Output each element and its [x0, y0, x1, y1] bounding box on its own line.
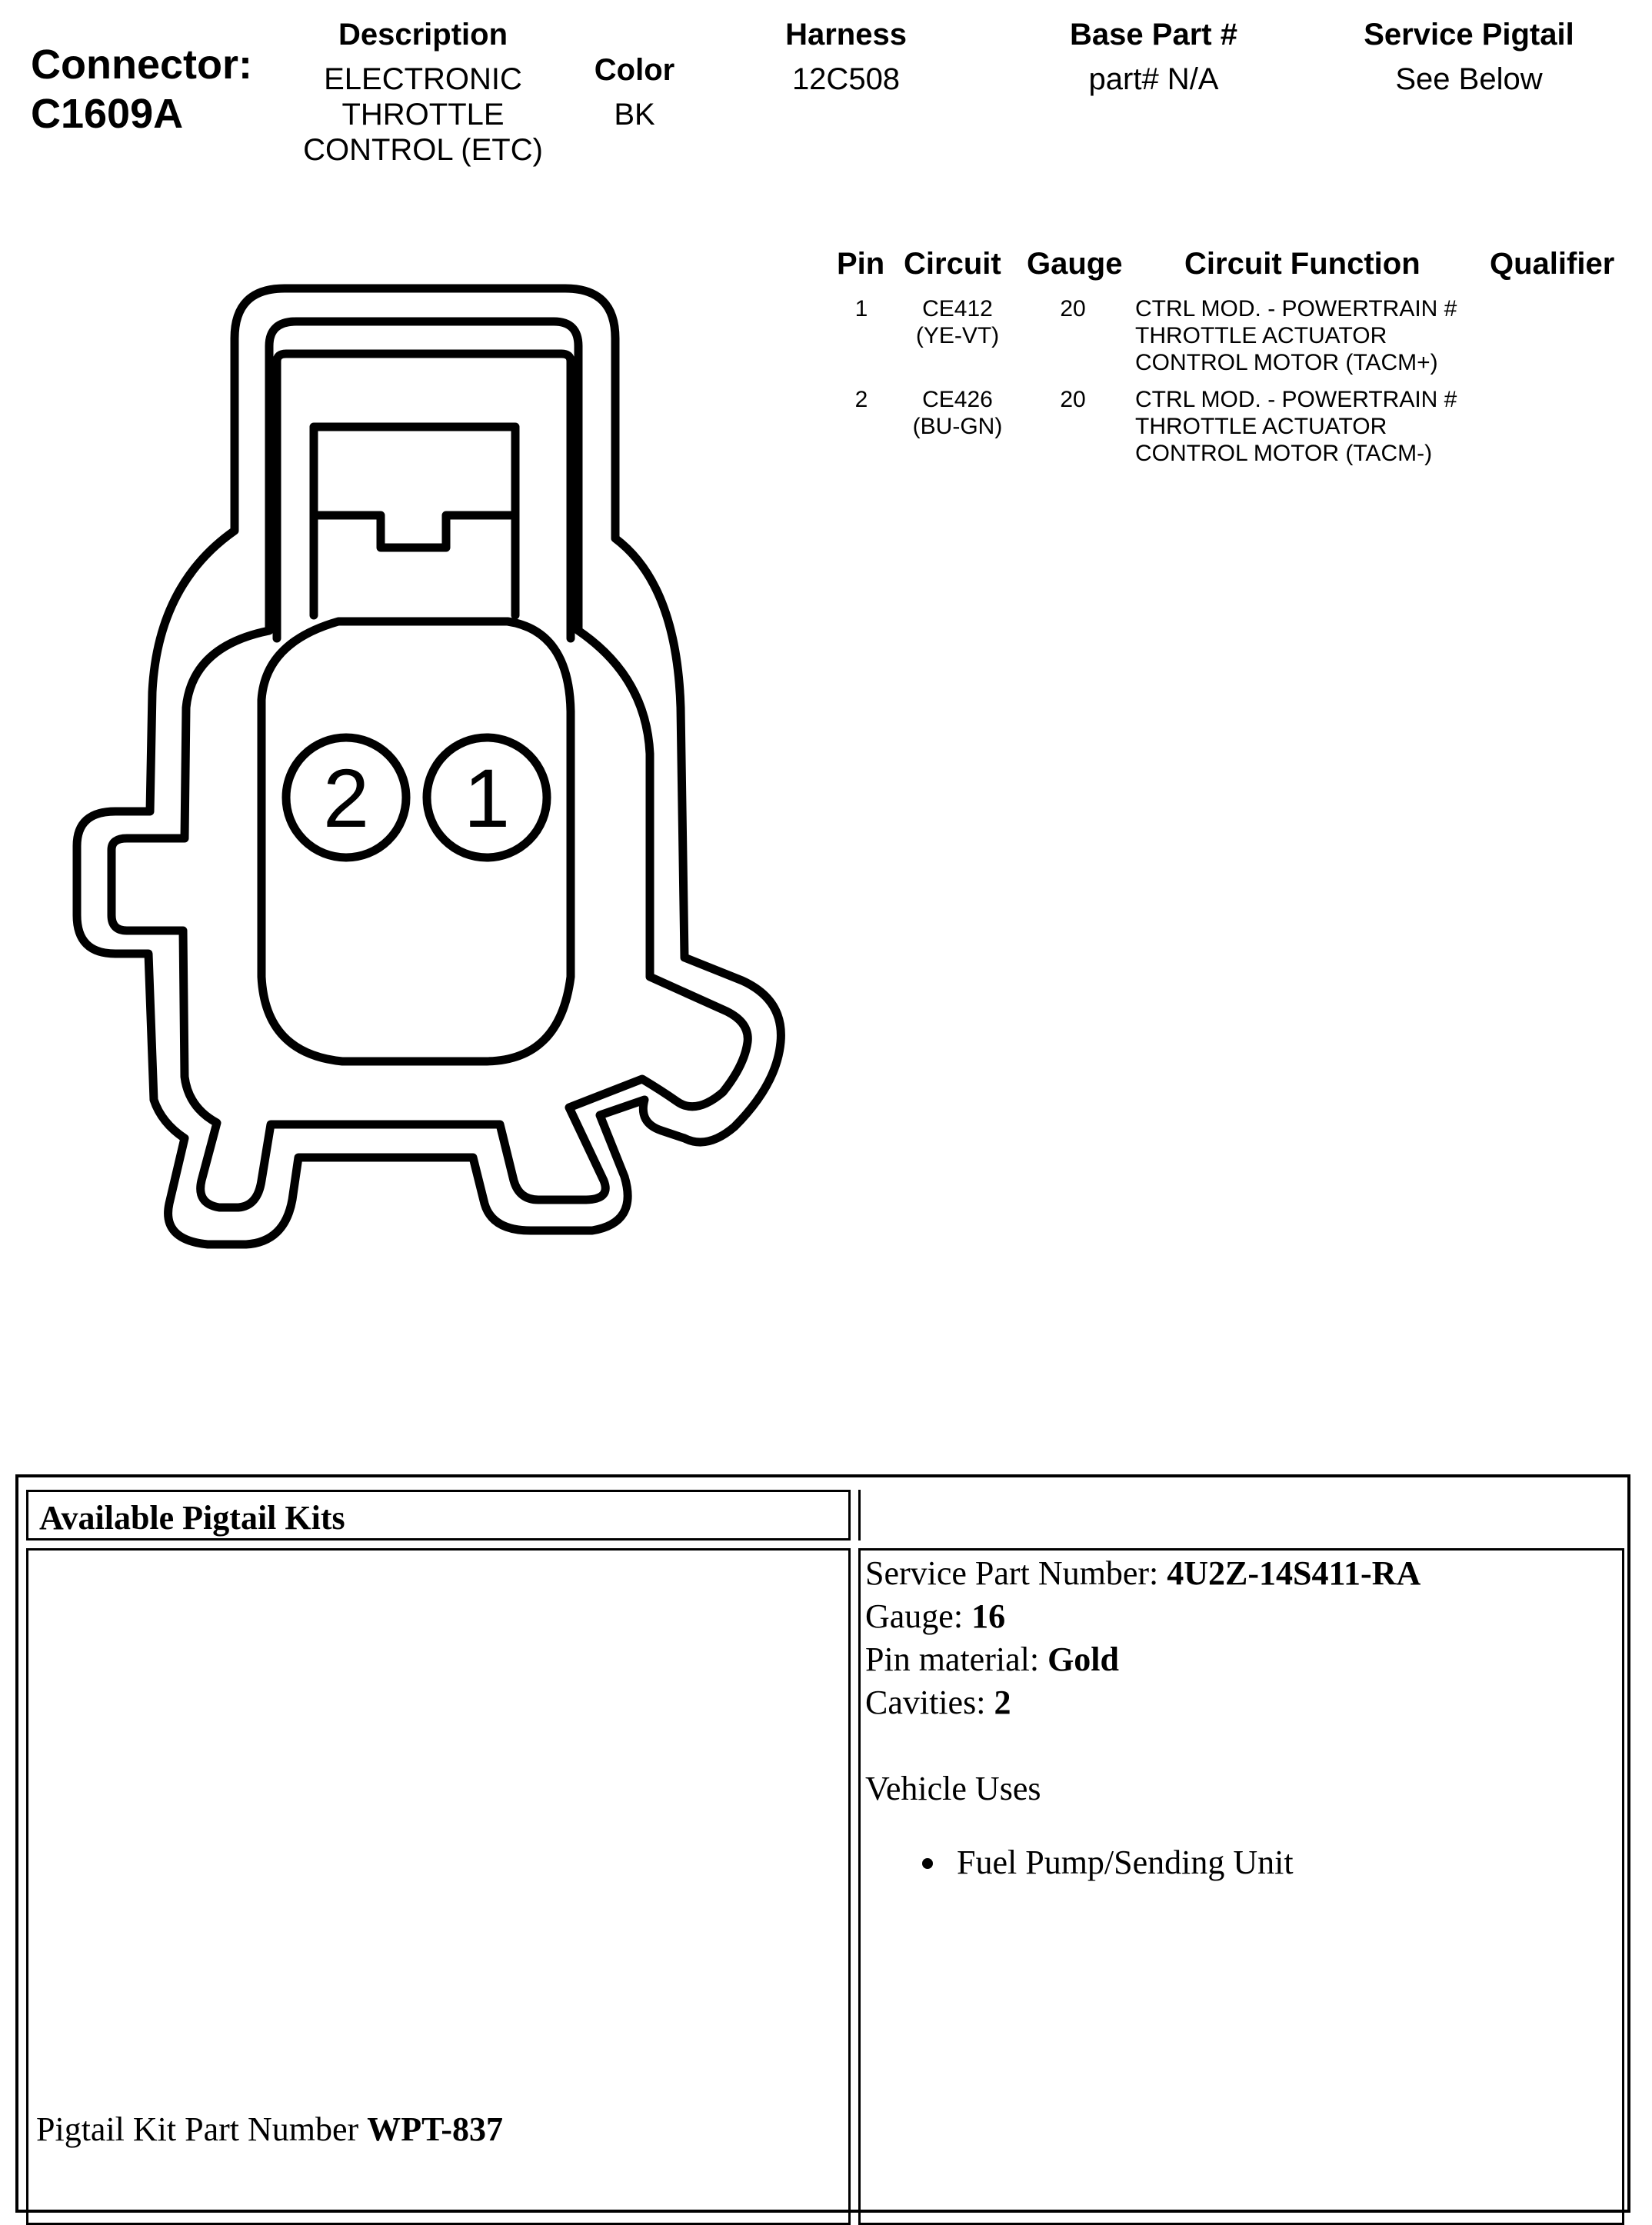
kit-gauge-label: Gauge:: [865, 1597, 972, 1635]
pigtail-kit-part-number: [36, 2110, 503, 2150]
kit-pin-material-value: Gold: [1047, 1640, 1119, 1678]
pin-cavity-2-label: 2: [322, 751, 370, 844]
pin-function: [1135, 295, 1457, 376]
service-pigtail-heading: Service Pigtail: [1364, 18, 1574, 52]
pin-gauge: 20: [1060, 387, 1086, 412]
connector-face-drawing: [46, 277, 800, 1261]
function-line: CTRL MOD. - POWERTRAIN #: [1135, 296, 1457, 321]
circuit-color: (YE-VT): [915, 323, 1000, 348]
pin-cavity-1-label: 1: [463, 751, 511, 844]
base-part-value: part# N/A: [1088, 62, 1219, 96]
circuit-id: CE412: [922, 296, 993, 321]
pigtail-kit-part-label: Pigtail Kit Part Number: [36, 2110, 368, 2148]
pigtail-kits-title-cell: [26, 1490, 851, 1541]
pigtail-kits-table: [15, 1474, 1630, 2213]
kit-cavities-value: 2: [994, 1684, 1011, 1721]
description-heading: Description: [338, 18, 508, 52]
harness-value: 12C508: [791, 62, 901, 96]
pin-circuit: [900, 295, 1015, 349]
connector-label: [31, 40, 252, 138]
circuit-id: CE426: [922, 387, 993, 412]
pin-table-header-circuit: Circuit: [904, 247, 1001, 281]
description-line: THROTTLE: [341, 98, 505, 132]
service-part-label: Service Part Number:: [865, 1554, 1167, 1592]
kit-pin-material: [865, 1640, 1119, 1680]
base-part-heading: Base Part #: [1070, 18, 1237, 52]
function-line: CONTROL MOTOR (TACM-): [1135, 441, 1433, 466]
description-line: ELECTRONIC: [324, 62, 522, 96]
bullet-icon: [922, 1858, 933, 1869]
pin-circuit: [900, 386, 1015, 440]
latch-tab-outer: [277, 354, 571, 638]
color-heading: Color: [594, 53, 675, 87]
kit-gauge: [865, 1597, 1005, 1637]
function-line: CTRL MOD. - POWERTRAIN #: [1135, 387, 1457, 412]
pigtail-kit-part-value: WPT-837: [367, 2110, 504, 2148]
pin-number: 2: [854, 387, 868, 412]
service-pigtail-value: See Below: [1395, 62, 1543, 96]
latch-window: [314, 427, 515, 615]
service-pigtail-column: [1331, 17, 1607, 97]
harness-column: [754, 17, 938, 97]
pin-gauge: 20: [1060, 296, 1086, 321]
vehicle-use-item: Fuel Pump/Sending Unit: [957, 1844, 1294, 1881]
pin-table-header-qualifier: Qualifier: [1490, 247, 1615, 281]
pin-table-header-pin: Pin: [837, 247, 885, 281]
vehicle-uses-heading: Vehicle Uses: [865, 1770, 1041, 1807]
housing-inner-outline: [112, 321, 748, 1207]
service-part-value: 4U2Z-14S411-RA: [1167, 1554, 1421, 1592]
kit-pin-material-label: Pin material:: [865, 1640, 1048, 1678]
pigtail-kit-image-cell: [26, 1548, 851, 2225]
pigtail-kits-title: Available Pigtail Kits: [39, 1499, 345, 1537]
kit-cavities: [865, 1683, 1011, 1723]
pigtail-kits-header-right: [858, 1490, 1627, 1541]
description-column: [277, 17, 569, 168]
description-value: [277, 62, 569, 168]
circuit-color: (BU-GN): [912, 414, 1003, 439]
latch-window-divider: [314, 515, 515, 548]
function-line: THROTTLE ACTUATOR: [1135, 323, 1387, 348]
kit-cavities-label: Cavities:: [865, 1684, 994, 1721]
description-line: CONTROL (ETC): [303, 133, 543, 167]
kit-gauge-value: 16: [971, 1597, 1006, 1635]
pin-table-header-gauge: Gauge: [1027, 247, 1123, 281]
base-part-column: [1046, 17, 1261, 97]
function-line: CONTROL MOTOR (TACM+): [1135, 350, 1438, 375]
color-column: [569, 52, 700, 132]
pigtail-kit-details-cell: [858, 1548, 1624, 2225]
pin-table-header-function: Circuit Function: [1184, 247, 1421, 281]
connector-id: C1609A: [31, 91, 184, 137]
connector-label-line1: Connector:: [31, 42, 252, 88]
function-line: THROTTLE ACTUATOR: [1135, 414, 1387, 439]
harness-heading: Harness: [785, 18, 907, 52]
pin-function: [1135, 386, 1457, 467]
service-part-number: [865, 1554, 1421, 1594]
pin-number: 1: [854, 296, 868, 321]
color-value: BK: [614, 98, 655, 132]
